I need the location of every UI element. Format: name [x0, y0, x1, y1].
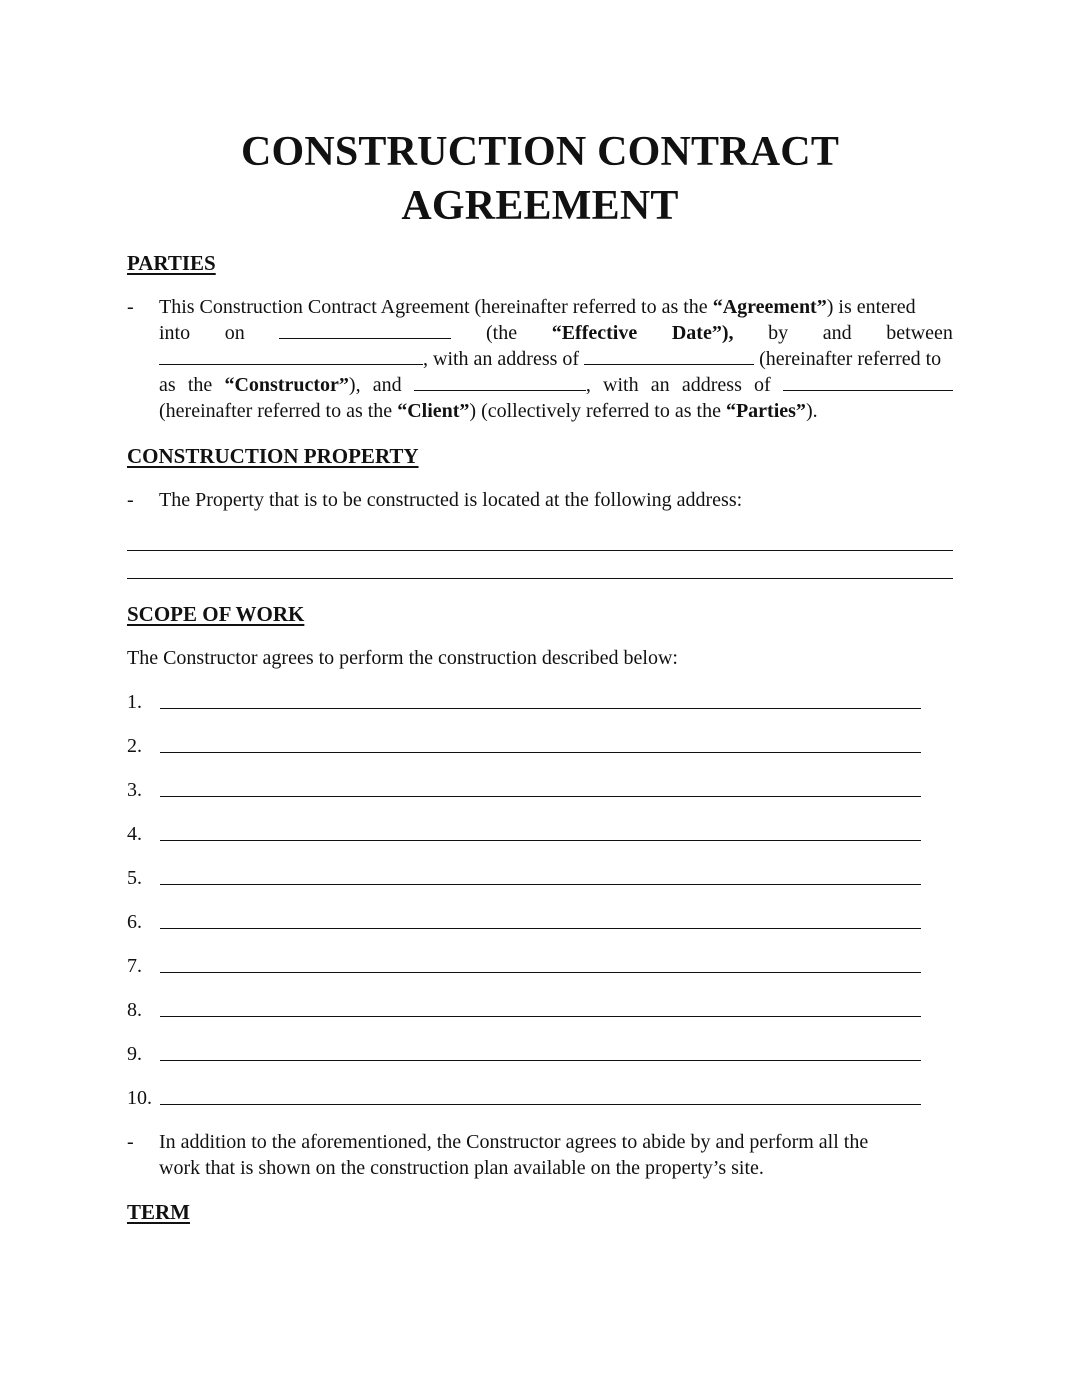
scope-item-number: 1. [127, 691, 142, 713]
scope-item-blank[interactable] [160, 708, 921, 709]
scope-closing-line-1: In addition to the aforementioned, the Constructor agrees to abide by and perform all the [159, 1131, 869, 1153]
client-address-blank[interactable] [783, 372, 953, 391]
scope-item-number: 7. [127, 955, 142, 977]
property-text: The Property that is to be constructed is located at the following address: [159, 489, 743, 511]
scope-item-blank[interactable] [160, 884, 921, 885]
scope-item-number: 5. [127, 867, 142, 889]
scope-item-number: 6. [127, 911, 142, 933]
scope-of-work-heading: SCOPE OF WORK [127, 602, 305, 626]
scope-item-blank[interactable] [160, 972, 921, 973]
scope-item [127, 733, 921, 759]
parties-line-4: as the “Constructor”), and , with an address of [159, 372, 953, 398]
parties-heading: PARTIES [127, 251, 216, 275]
effective-date-blank[interactable] [279, 320, 451, 339]
document-title-line2: AGREEMENT [401, 183, 679, 229]
property-address-line-2[interactable] [127, 578, 953, 579]
constructor-name-blank[interactable] [159, 346, 423, 365]
scope-item [127, 1085, 921, 1111]
property-bullet: - [127, 489, 134, 511]
construction-property-heading: CONSTRUCTION PROPERTY [127, 444, 419, 468]
client-name-blank[interactable] [414, 372, 586, 391]
scope-item-blank[interactable] [160, 1016, 921, 1017]
scope-item-blank[interactable] [160, 796, 921, 797]
scope-item [127, 997, 921, 1023]
scope-item-number: 2. [127, 735, 142, 757]
parties-bullet: - [127, 296, 134, 318]
property-address-line-1[interactable] [127, 550, 953, 551]
scope-item-number: 9. [127, 1043, 142, 1065]
scope-item-number: 10. [127, 1087, 152, 1109]
scope-closing-bullet: - [127, 1131, 134, 1153]
parties-paragraph [159, 294, 953, 424]
parties-line-2: into on (the “Effective Date”), by and between [159, 322, 953, 344]
scope-intro: The Constructor agrees to perform the construction described below: [127, 647, 678, 669]
scope-item [127, 1041, 921, 1067]
scope-item [127, 909, 921, 935]
parties-line-3: , with an address of (hereinafter referred to [159, 346, 953, 372]
scope-item-blank[interactable] [160, 1060, 921, 1061]
scope-item-blank[interactable] [160, 752, 921, 753]
scope-item [127, 865, 921, 891]
scope-item-blank[interactable] [160, 1104, 921, 1105]
scope-item-blank[interactable] [160, 840, 921, 841]
scope-item-blank[interactable] [160, 928, 921, 929]
scope-closing-line-2: work that is shown on the construction plan available on the property’s site. [159, 1157, 764, 1179]
term-heading: TERM [127, 1200, 190, 1224]
scope-item-number: 3. [127, 779, 142, 801]
scope-item-number: 8. [127, 999, 142, 1021]
parties-line-1: This Construction Contract Agreement (hereinafter referred to as the “Agreement”) is entered [159, 296, 916, 318]
scope-item [127, 953, 921, 979]
document-title-line1: CONSTRUCTION CONTRACT [240, 129, 840, 175]
scope-item [127, 821, 921, 847]
scope-item [127, 689, 921, 715]
scope-item-number: 4. [127, 823, 142, 845]
scope-item [127, 777, 921, 803]
scope-closing-paragraph [159, 1129, 953, 1181]
parties-line-5: (hereinafter referred to as the “Client”) (collectively referred to as the “Parties”). [159, 400, 818, 422]
constructor-address-blank[interactable] [584, 346, 754, 365]
